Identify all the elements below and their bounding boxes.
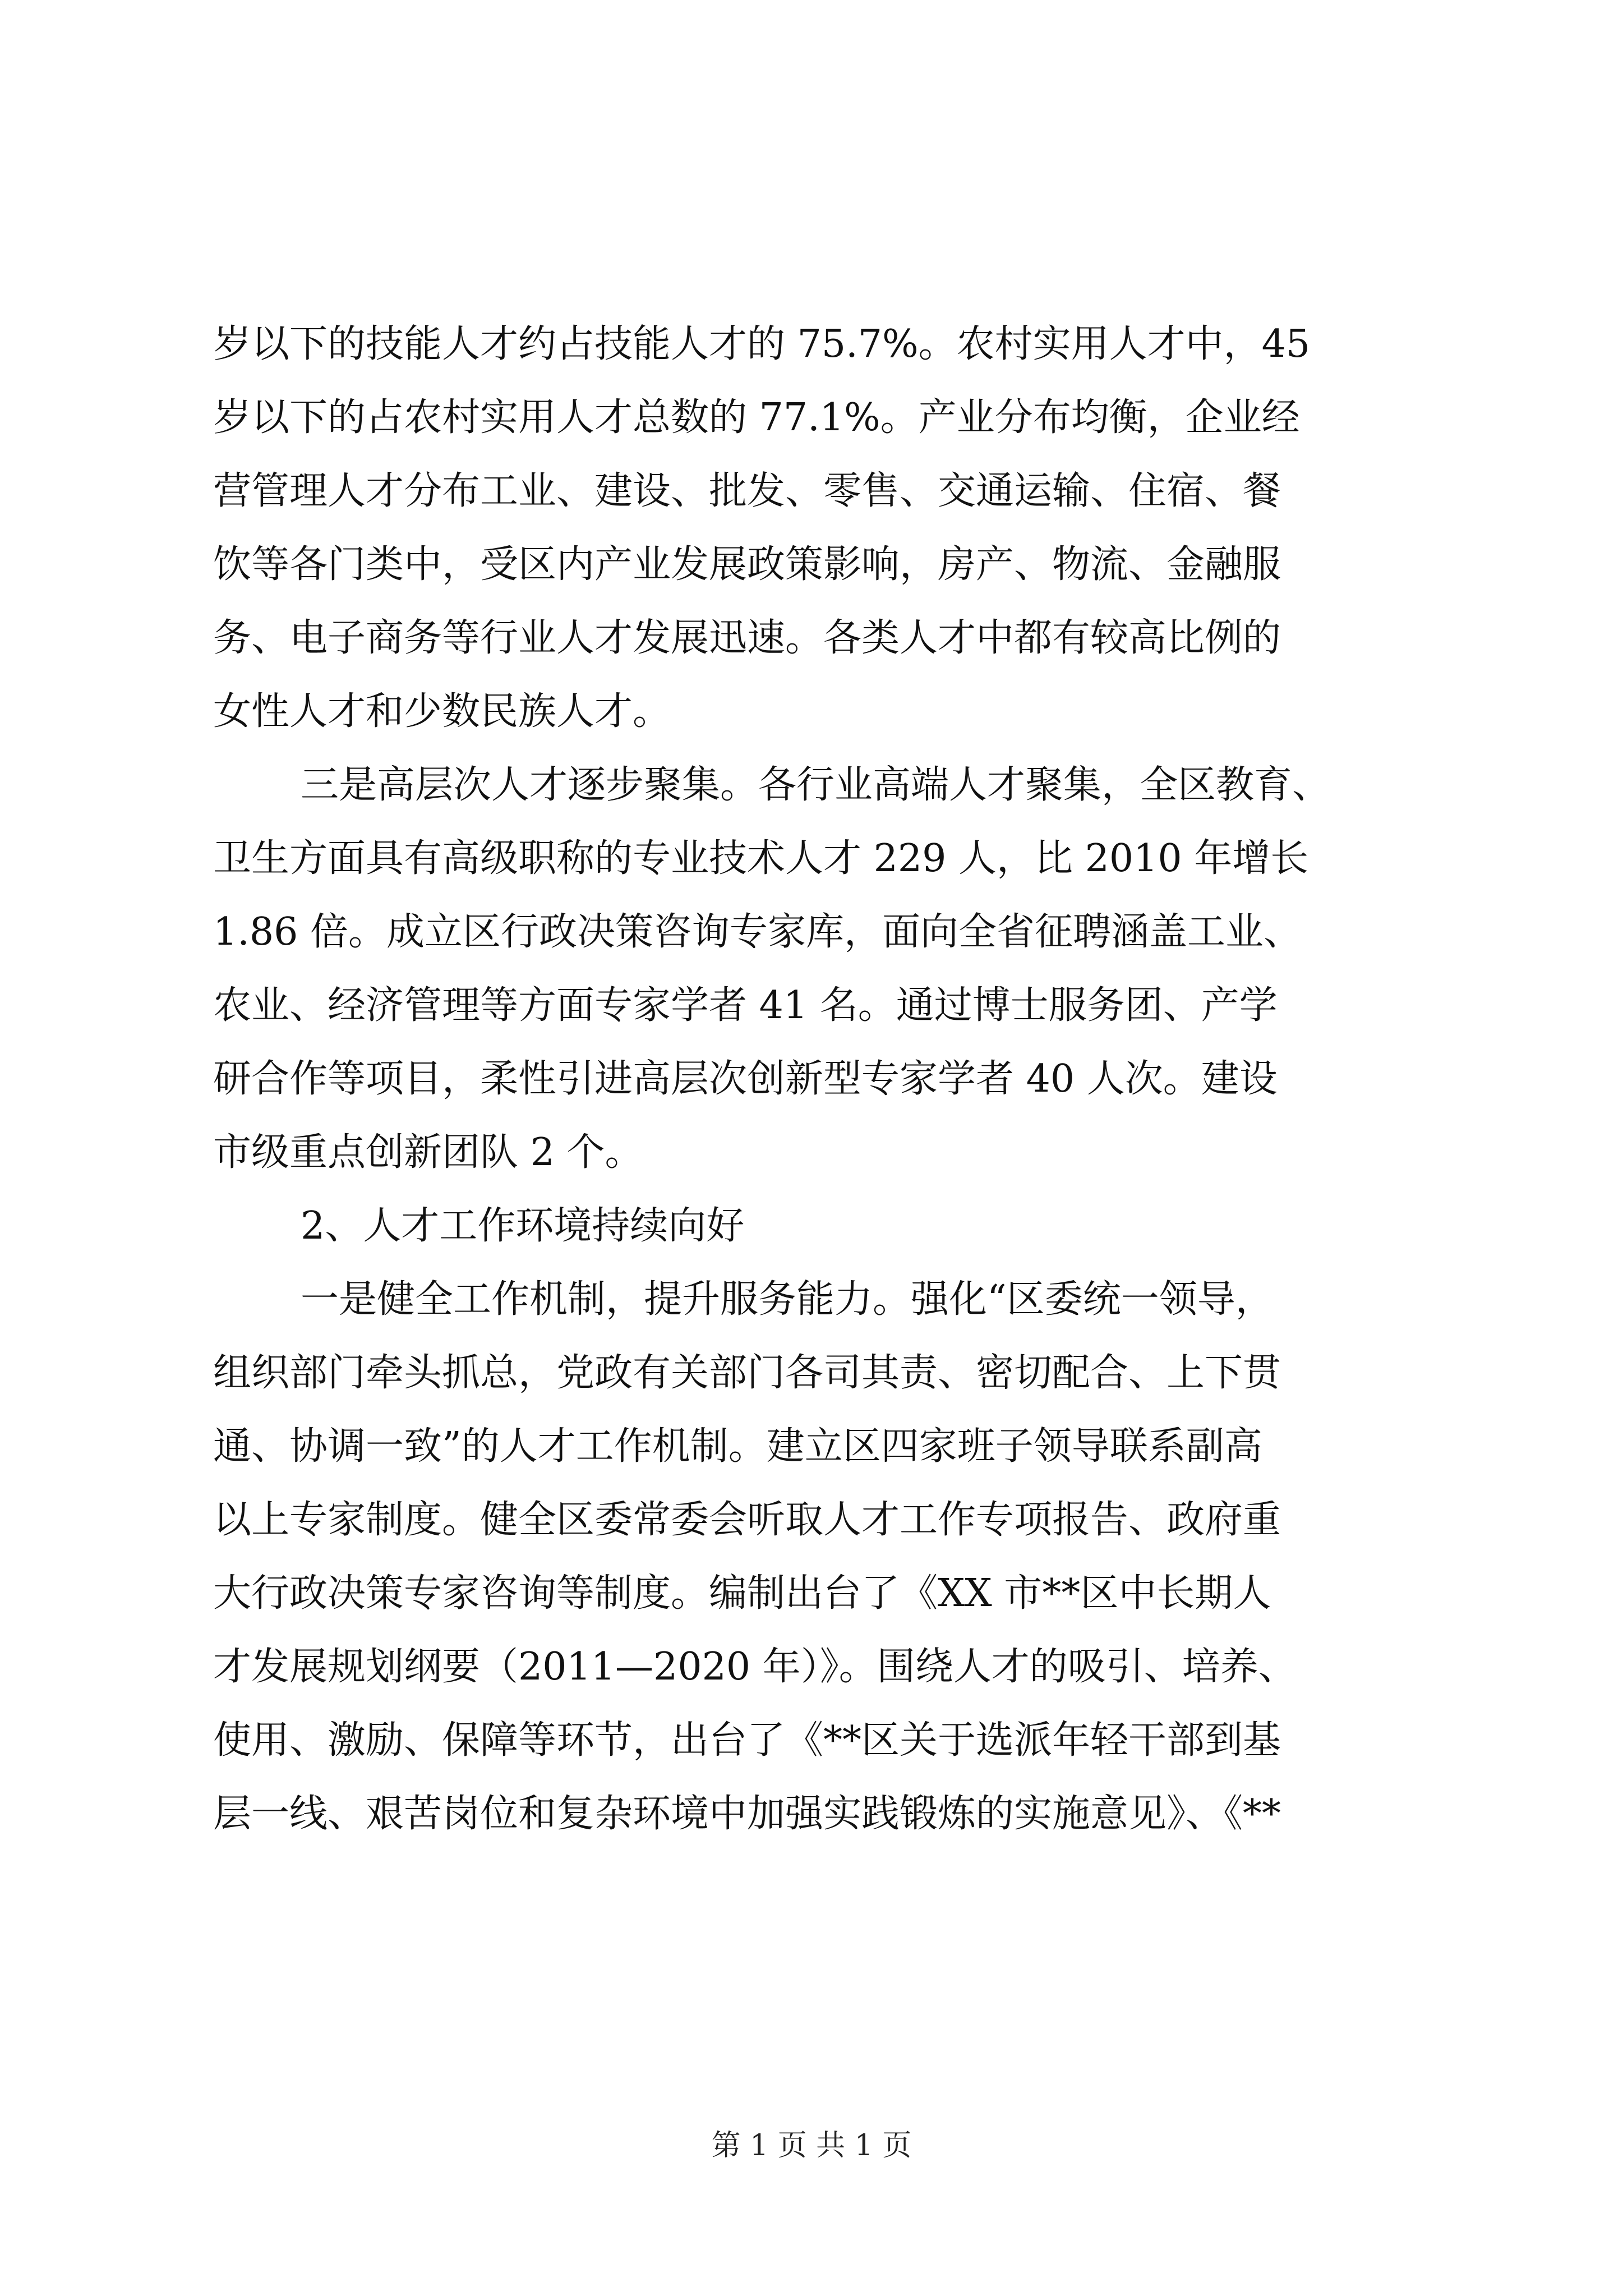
paragraph-start-line: 三是高层次人才逐步聚集。各行业高端人才聚集，全区教育、: [301, 763, 1331, 807]
section-heading: 2、人才工作环境持续向好: [301, 1204, 745, 1248]
text-line: 岁以下的技能人才约占技能人才的 75.7%。农村实用人才中，45: [213, 322, 1311, 366]
text-line: 市级重点创新团队 2 个。: [213, 1130, 643, 1175]
text-line: 1.86 倍。成立区行政决策咨询专家库，面向全省征聘涵盖工业、: [213, 910, 1302, 954]
body-text: [213, 307, 1431, 1851]
text-line: 营管理人才分布工业、建设、批发、零售、交通运输、住宿、餐: [213, 469, 1281, 513]
text-line: 层一线、艰苦岗位和复杂环境中加强实践锻炼的实施意见》、《**: [213, 1792, 1281, 1836]
text-line: 卫生方面具有高级职称的专业技术人才 229 人，比 2010 年增长: [213, 836, 1309, 881]
text-line: 组织部门牵头抓总，党政有关部门各司其责、密切配合、上下贯: [213, 1351, 1281, 1395]
page-number-label: 第 1 页 共 1 页: [711, 2129, 912, 2162]
paragraph-start-line: 一是健全工作机制，提升服务能力。强化“区委统一领导，: [301, 1277, 1274, 1322]
text-line: 女性人才和少数民族人才。: [213, 689, 671, 734]
text-line: 以上专家制度。健全区委常委会听取人才工作专项报告、政府重: [213, 1498, 1281, 1542]
text-line: 饮等各门类中，受区内产业发展政策影响，房产、物流、金融服: [213, 542, 1281, 587]
text-line: 务、电子商务等行业人才发展迅速。各类人才中都有较高比例的: [213, 616, 1281, 660]
text-line: 大行政决策专家咨询等制度。编制出台了《XX 市**区中长期人: [213, 1571, 1271, 1616]
text-line: 农业、经济管理等方面专家学者 41 名。通过博士服务团、产学: [213, 983, 1278, 1028]
text-line: 研合作等项目，柔性引进高层次创新型专家学者 40 人次。建设: [213, 1057, 1278, 1101]
text-line: 才发展规划纲要（2011—2020 年）》。围绕人才的吸引、培养、: [213, 1645, 1297, 1689]
page-footer: [0, 2126, 1623, 2165]
text-line: 通、协调一致”的人才工作机制。建立区四家班子领导联系副高: [213, 1424, 1262, 1469]
text-line: 岁以下的占农村实用人才总数的 77.1%。产业分布均衡，企业经: [213, 395, 1300, 440]
text-line: 使用、激励、保障等环节，出台了《**区关于选派年轻干部到基: [213, 1718, 1281, 1763]
